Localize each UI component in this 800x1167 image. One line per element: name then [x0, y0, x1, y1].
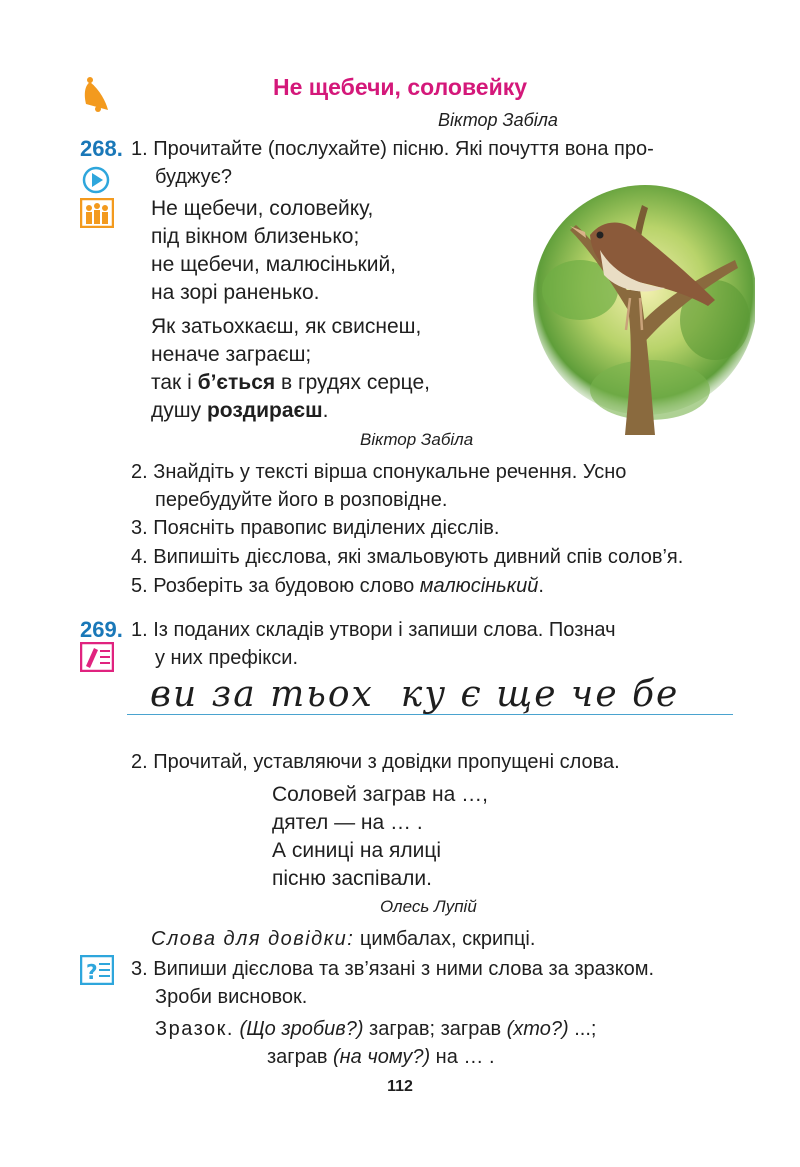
poem-line: так і б’ється в грудях серце, — [151, 371, 430, 394]
highlighted-verb: роздираєш — [206, 399, 323, 422]
task-269-1-line2: у них префікси. — [155, 647, 299, 669]
page-title: Не щебечи, соловейку — [272, 74, 528, 100]
poem-line: на зорі раненько. — [151, 281, 320, 304]
task-268-5: 5. Розберіть за будовою слово малюсінький. — [131, 575, 544, 597]
syllables-cursive: ви за тьох ку є ще че бе — [150, 674, 680, 715]
poem-line: не щебечи, малюсінький, — [151, 253, 397, 276]
dovidka — [151, 925, 535, 954]
poem-line: А синиці на ялиці — [272, 839, 442, 862]
read-aloud-icon — [80, 198, 114, 228]
poem-269 — [272, 781, 488, 893]
poem-line: Соловей заграв на …, — [272, 783, 488, 806]
page-number: 112 — [387, 1078, 413, 1095]
title-author: Віктор Забіла — [438, 110, 558, 130]
task-269-3-line1: 3. Випиши дієслова та зв’язані з ними слова за зразком. — [131, 958, 655, 980]
audio-play-icon[interactable] — [81, 165, 111, 195]
task-269-3-line2: Зроби висновок. — [155, 986, 308, 1008]
exercise-number-268: 268. — [80, 136, 123, 161]
task-268-1-line1: 1. Прочитайте (послухайте) пісню. Які почуття вона про- — [131, 138, 654, 160]
poem-line: під вікном близенько; — [151, 225, 360, 248]
nightingale-illustration — [530, 180, 755, 440]
svg-text:?: ? — [86, 960, 98, 984]
sample-label: Зразок. — [155, 1018, 234, 1040]
poem-line: Не щебечи, соловейку, — [151, 197, 374, 220]
question-book-icon — [80, 955, 114, 985]
sample-line-2: заграв (на чому?) на … . — [267, 1046, 495, 1068]
poem-269-author: Олесь Лупій — [380, 897, 477, 916]
dovidka-words: цимбалах, скрипці. — [354, 928, 536, 950]
poem-stanza-2 — [151, 313, 430, 425]
poem-line: пісню заспівали. — [272, 867, 432, 890]
poem-author: Віктор Забіла — [360, 430, 474, 449]
task-268-2-line1: 2. Знайдіть у тексті вірша спонукальне речення. Усно — [131, 461, 627, 483]
poem-line: неначе заграєш; — [151, 343, 312, 366]
task-268-1-line2: буджує? — [155, 166, 232, 188]
sample-line-1: Зразок. (Що зробив?) заграв; заграв (хто?) ...; — [155, 1018, 597, 1040]
task-268-4: 4. Випишіть дієслова, які змальовують дивний спів солов’я. — [131, 546, 684, 568]
task-268-3: 3. Поясніть правопис виділених дієслів. — [131, 517, 500, 539]
writing-task-icon — [80, 642, 114, 672]
poem-line: Як затьохкаєш, як свиснеш, — [151, 315, 422, 338]
poem-line: душу роздираєш. — [151, 399, 329, 422]
highlighted-verb: б’ється — [197, 371, 276, 394]
task-268-2-line2: перебудуйте його в розповідне. — [155, 489, 448, 511]
poem-line: дятел — на … . — [272, 811, 423, 834]
task-269-2: 2. Прочитай, уставляючи з довідки пропущені слова. — [131, 751, 620, 773]
dovidka-label: Слова для довідки: — [151, 928, 355, 950]
task-269-1-line1: 1. Із поданих складів утвори і запиши слова. Познач — [131, 619, 616, 641]
poem-stanza-1 — [151, 195, 396, 307]
exercise-number-269: 269. — [80, 617, 123, 642]
